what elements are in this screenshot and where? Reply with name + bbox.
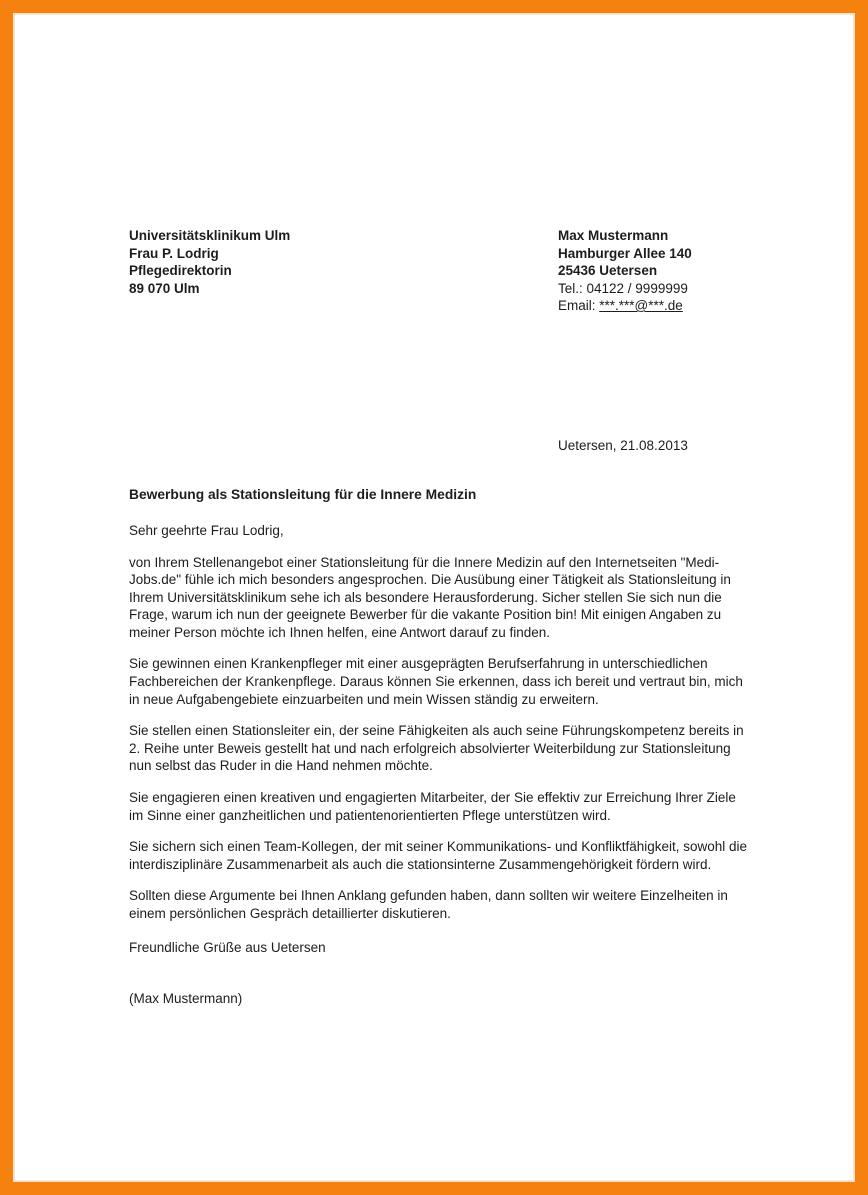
sender-email xyxy=(558,297,692,315)
sender-city: 25436 Uetersen xyxy=(558,263,658,278)
sender-phone: Tel.: 04122 / 9999999 xyxy=(558,280,688,296)
letter-content xyxy=(15,15,775,1008)
paragraph-6: Sollten diese Argumente bei Ihnen Anklang gefunden haben, dann sollten wir weitere Einzelheiten in einem persönlichen Gespräch detaillierter diskutieren. xyxy=(129,888,728,921)
letter-signature: (Max Mustermann) xyxy=(129,990,243,1006)
letter-body xyxy=(129,554,749,923)
recipient-line-1: Universitätsklinikum Ulm xyxy=(129,228,291,243)
paragraph-3: Sie stellen einen Stationsleiter ein, der seine Fähigkeiten als auch seine Führungskompetenz bereits in 2. Reihe unter Beweis gestellt hat und nach erfolgreich absolvierter Weiterbildung zur Stationsleitung nun selbst das Ruder in die Hand nehmen möchte. xyxy=(129,723,744,774)
paragraph-5: Sie sichern sich einen Team-Kollegen, der mit seiner Kommunikations- und Konfliktfähigkeit, sowohl die interdisziplinäre Zusammenarbeit als auch die stationsinterne Zusammengehörigkeit fördern wird. xyxy=(129,839,748,872)
address-row xyxy=(129,227,775,315)
recipient-line-2: Frau P. Lodrig xyxy=(129,245,219,261)
sender-name: Max Mustermann xyxy=(558,228,669,243)
recipient-line-3: Pflegedirektorin xyxy=(129,263,232,278)
sender-email-value: ***.***@***.de xyxy=(599,298,683,313)
sender-address xyxy=(558,227,692,315)
paragraph-4: Sie engagieren einen kreativen und engagierten Mitarbeiter, der Sie effektiv zur Erreichung Ihrer Ziele im Sinne einer ganzheitlichen und patientenorientierten Pflege unterstützen wird. xyxy=(129,790,736,823)
paragraph-1: von Ihrem Stellenangebot einer Stationsleitung für die Innere Medizin auf den Internetseiten "Medi-Jobs.de" fühle ich mich besonders angesprochen. Die Ausübung einer Tätigkeit als Stationsleitung in Ihrem Universitätsklinikum sehe ich als besondere Herausforderung. Sicher stellen Sie sich nun die Frage, warum ich nun der geeignete Bewerber für die vakante Position bin! Mit einigen Angaben zu meiner Person möchte ich Ihnen helfen, eine Antwort darauf zu finden. xyxy=(129,554,731,640)
letter-subject: Bewerbung als Stationsleitung für die Innere Medizin xyxy=(129,486,477,502)
sender-email-label: Email: xyxy=(558,298,600,313)
letter-salutation: Sehr geehrte Frau Lodrig, xyxy=(129,522,284,538)
letter-page xyxy=(13,13,855,1182)
sender-street: Hamburger Allee 140 xyxy=(558,245,692,261)
letter-date: Uetersen, 21.08.2013 xyxy=(558,437,688,453)
recipient-address xyxy=(129,227,558,297)
paragraph-2: Sie gewinnen einen Krankenpfleger mit einer ausgeprägten Berufserfahrung in unterschiedlichen Fachbereichen der Krankenpflege. Daraus können Sie erkennen, dass ich bereit und vertraut bin, mich in neue Aufgabengebiete einzuarbeiten und mein Wissen ständig zu erweitern. xyxy=(129,656,743,707)
letter-closing: Freundliche Grüße aus Uetersen xyxy=(129,939,326,955)
recipient-line-4: 89 070 Ulm xyxy=(129,280,200,296)
